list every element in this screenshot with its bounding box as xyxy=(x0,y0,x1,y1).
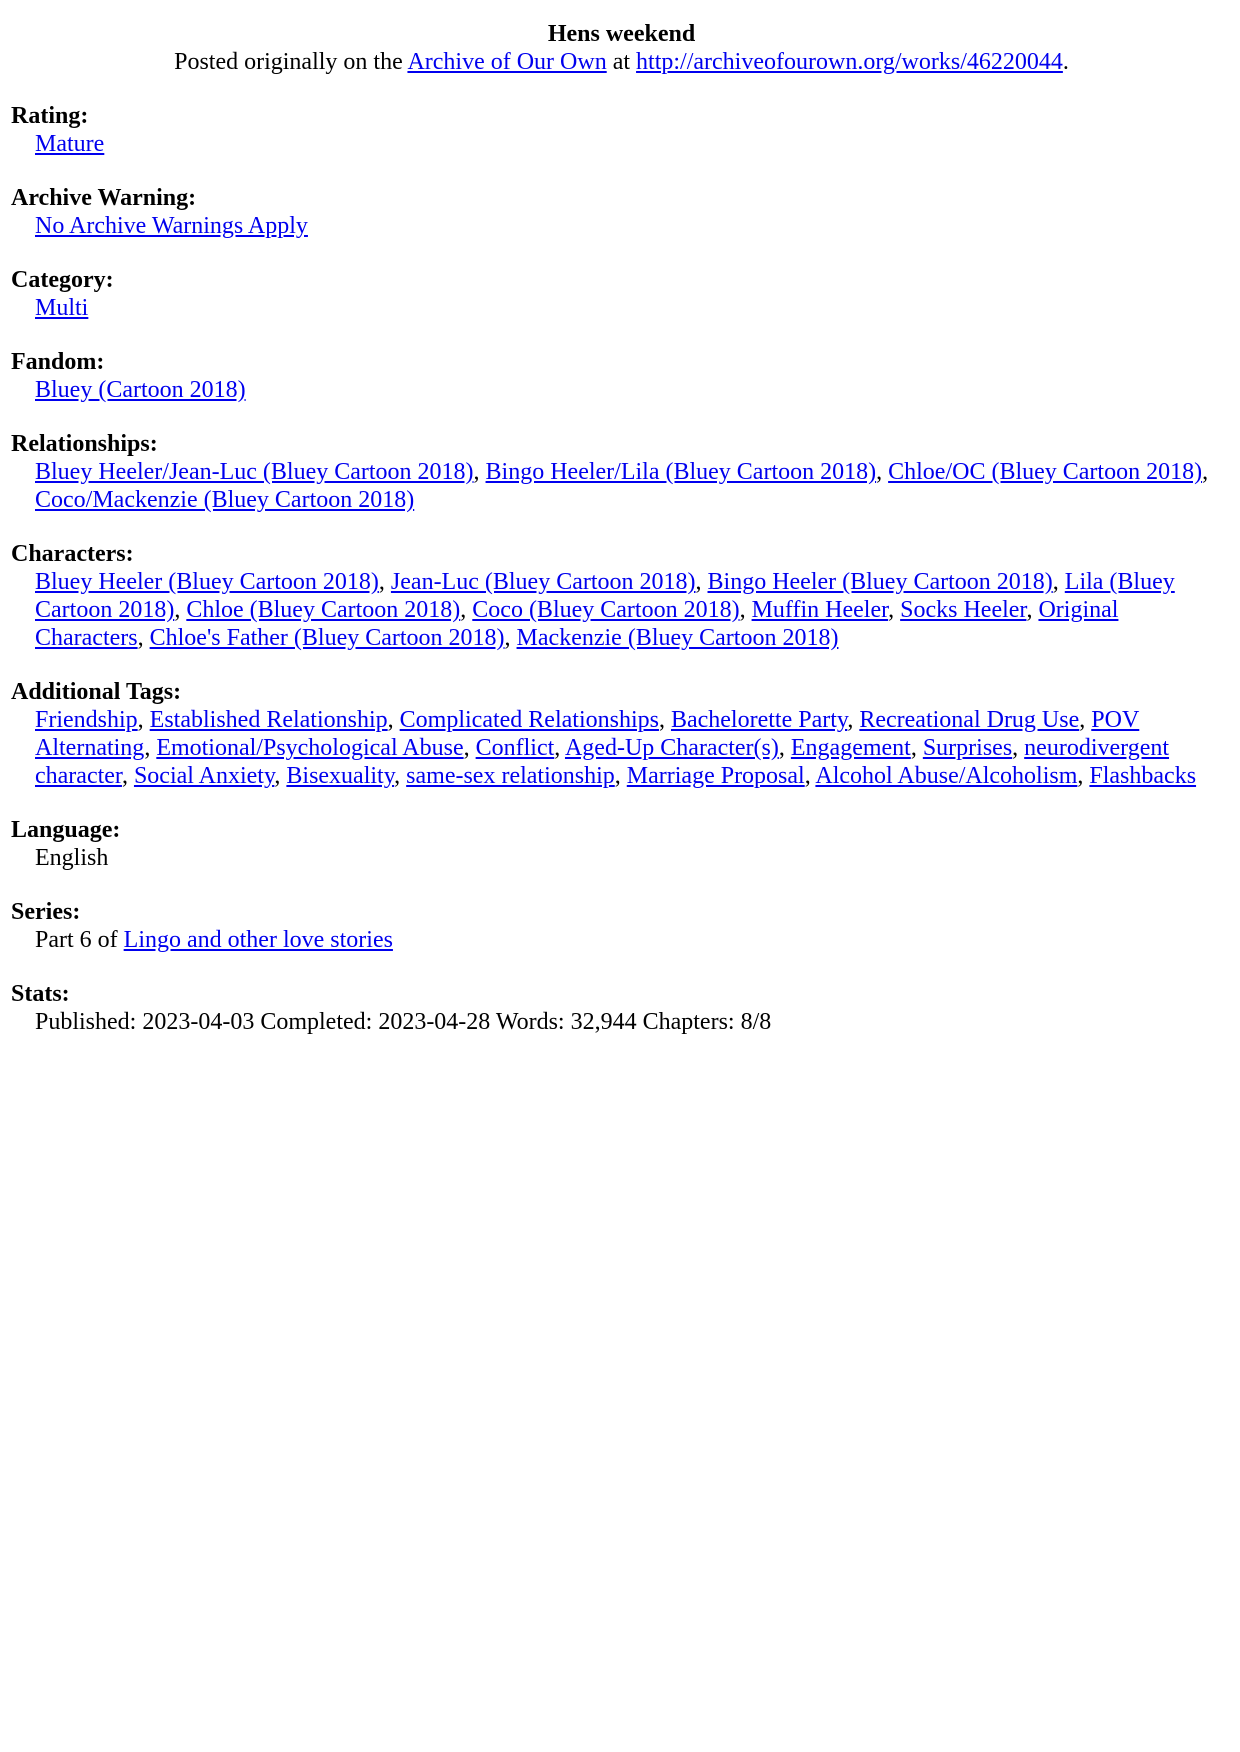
work-url-link[interactable]: http://archiveofourown.org/works/46220044 xyxy=(636,49,1063,75)
tag-separator: , xyxy=(739,597,752,623)
archive-warning-value xyxy=(35,212,1232,240)
tag-separator: , xyxy=(274,763,287,789)
additional-tags-label: Additional Tags: xyxy=(11,679,182,705)
rating-link[interactable]: Mature xyxy=(35,131,105,157)
series-value xyxy=(35,926,1232,954)
tag-separator: , xyxy=(1202,459,1209,485)
character-link[interactable]: Bingo Heeler (Bluey Cartoon 2018) xyxy=(707,569,1053,595)
posted-prefix: Posted originally on the xyxy=(174,49,403,75)
characters-label: Characters: xyxy=(11,541,134,567)
category-link[interactable]: Multi xyxy=(35,295,89,321)
tag-separator: , xyxy=(463,735,476,761)
category-label: Category: xyxy=(11,267,114,293)
rating-value xyxy=(35,130,1232,158)
additional-tags-value xyxy=(35,706,1232,790)
posted-line xyxy=(11,48,1232,76)
additional-tag-link[interactable]: Complicated Relationships xyxy=(399,707,659,733)
tag-separator: , xyxy=(778,735,791,761)
tag-separator: , xyxy=(387,707,400,733)
character-link[interactable]: Jean-Luc (Bluey Cartoon 2018) xyxy=(390,569,696,595)
additional-tag-link[interactable]: Friendship xyxy=(35,707,138,733)
relationship-link[interactable]: Bluey Heeler/Jean-Luc (Bluey Cartoon 2018) xyxy=(35,459,474,485)
additional-tag-link[interactable]: Conflict xyxy=(475,735,555,761)
work-title: Hens weekend xyxy=(547,21,696,47)
tag-separator: , xyxy=(614,763,627,789)
relationships-label: Relationships: xyxy=(11,431,158,457)
additional-tag-link[interactable]: Recreational Drug Use xyxy=(859,707,1080,733)
tag-separator: , xyxy=(504,625,517,651)
tag-separator: , xyxy=(554,735,565,761)
additional-tag-link[interactable]: Alcohol Abuse/Alcoholism xyxy=(815,763,1078,789)
character-link[interactable]: Socks Heeler xyxy=(900,597,1027,623)
language-value: English xyxy=(35,845,109,871)
additional-tag-link[interactable]: POV Alternating xyxy=(35,707,1140,761)
posted-mid: at xyxy=(612,49,631,75)
additional-tag-link[interactable]: Marriage Proposal xyxy=(626,763,805,789)
tag-separator: , xyxy=(473,459,486,485)
tag-separator: , xyxy=(658,707,671,733)
tag-separator: , xyxy=(121,763,134,789)
character-link[interactable]: Mackenzie (Bluey Cartoon 2018) xyxy=(516,625,839,651)
tag-separator: , xyxy=(394,763,407,789)
archive-warning-label: Archive Warning: xyxy=(11,185,197,211)
fandom-label: Fandom: xyxy=(11,349,105,375)
posted-suffix: . xyxy=(1062,49,1069,75)
tag-separator: , xyxy=(888,597,901,623)
additional-tag-link[interactable]: neurodivergent character xyxy=(35,735,1170,789)
tag-separator: , xyxy=(1077,763,1090,789)
relationship-link[interactable]: Bingo Heeler/Lila (Bluey Cartoon 2018) xyxy=(485,459,877,485)
tag-separator: , xyxy=(804,763,816,789)
series-link[interactable]: Lingo and other love stories xyxy=(123,927,393,953)
tag-separator: , xyxy=(137,707,150,733)
tag-separator: , xyxy=(1026,597,1039,623)
tag-separator: , xyxy=(1052,569,1065,595)
tag-separator: , xyxy=(876,459,889,485)
character-link[interactable]: Bluey Heeler (Bluey Cartoon 2018) xyxy=(35,569,379,595)
relationships-value xyxy=(35,458,1232,514)
archive-warning-link[interactable]: No Archive Warnings Apply xyxy=(35,213,308,239)
additional-tag-link[interactable]: Social Anxiety xyxy=(133,763,275,789)
archive-link[interactable]: Archive of Our Own xyxy=(407,49,607,75)
character-link[interactable]: Lila (Bluey Cartoon 2018) xyxy=(35,569,1175,623)
relationship-link[interactable]: Coco/Mackenzie (Bluey Cartoon 2018) xyxy=(35,487,415,513)
characters-value xyxy=(35,568,1232,652)
tag-separator: , xyxy=(1079,707,1092,733)
language-label: Language: xyxy=(11,817,121,843)
work-metadata xyxy=(11,102,1232,1036)
tag-separator: , xyxy=(1012,735,1025,761)
tag-separator: , xyxy=(695,569,708,595)
series-prefix: Part 6 of xyxy=(35,927,118,953)
tag-separator: , xyxy=(910,735,923,761)
tag-separator: , xyxy=(144,735,157,761)
series-label: Series: xyxy=(11,899,81,925)
tag-separator: , xyxy=(378,569,391,595)
category-value xyxy=(35,294,1232,322)
stats-value: Published: 2023-04-03 Completed: 2023-04-28 Words: 32,944 Chapters: 8/8 xyxy=(35,1009,772,1035)
additional-tag-link[interactable]: Bisexuality xyxy=(286,763,395,789)
character-link[interactable]: Chloe's Father (Bluey Cartoon 2018) xyxy=(149,625,505,651)
tag-separator: , xyxy=(847,707,860,733)
stats-label: Stats: xyxy=(11,981,70,1007)
fandom-value xyxy=(35,376,1232,404)
tag-separator: , xyxy=(137,625,150,651)
work-header xyxy=(11,20,1232,76)
rating-label: Rating: xyxy=(11,103,89,129)
character-link[interactable]: Muffin Heeler xyxy=(751,597,889,623)
additional-tag-link[interactable]: Aged-Up Character(s) xyxy=(564,735,779,761)
additional-tag-link[interactable]: Emotional/Psychological Abuse xyxy=(156,735,464,761)
character-link[interactable]: Original Characters xyxy=(35,597,1119,651)
additional-tag-link[interactable]: Established Relationship xyxy=(149,707,388,733)
relationship-link[interactable]: Chloe/OC (Bluey Cartoon 2018) xyxy=(888,459,1203,485)
fandom-link[interactable]: Bluey (Cartoon 2018) xyxy=(35,377,246,403)
additional-tag-link[interactable]: Engagement xyxy=(790,735,911,761)
character-link[interactable]: Chloe (Bluey Cartoon 2018) xyxy=(186,597,461,623)
additional-tag-link[interactable]: Flashbacks xyxy=(1089,763,1197,789)
tag-separator: , xyxy=(460,597,473,623)
character-link[interactable]: Coco (Bluey Cartoon 2018) xyxy=(472,597,740,623)
tag-separator: , xyxy=(174,597,187,623)
additional-tag-link[interactable]: Bachelorette Party xyxy=(670,707,848,733)
additional-tag-link[interactable]: Surprises xyxy=(922,735,1013,761)
additional-tag-link[interactable]: same-sex relationship xyxy=(406,763,615,789)
